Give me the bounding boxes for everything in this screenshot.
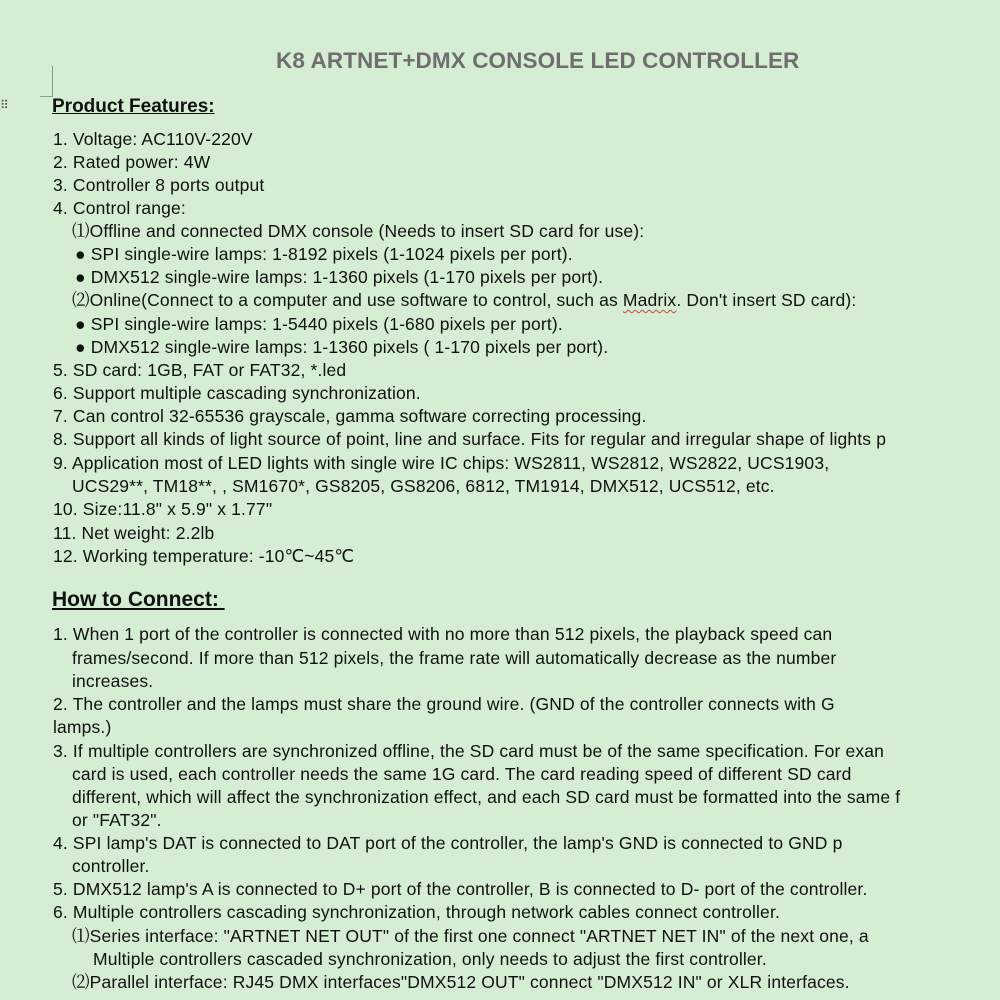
feature-line: 7. Can control 32-65536 grayscale, gamma software correcting processing.	[53, 406, 647, 426]
connect-line: ⑴Series interface: "ARTNET NET OUT" of the first one connect "ARTNET NET IN" of the next one, a	[72, 926, 869, 946]
feature-line-online	[72, 289, 856, 311]
feature-line: 6. Support multiple cascading synchronization.	[53, 383, 421, 403]
connect-line: increases.	[72, 671, 154, 691]
feature-line: 1. Voltage: AC110V-220V	[53, 129, 253, 149]
feature-line: 2. Rated power: 4W	[53, 152, 211, 172]
feature-line: 8. Support all kinds of light source of point, line and surface. Fits for regular and irregular shape of lights p	[53, 429, 887, 449]
connect-line: 3. If multiple controllers are synchronized offline, the SD card must be of the same specification. For exan	[53, 741, 884, 761]
feature-line: ⑴Offline and connected DMX console (Needs to insert SD card for use):	[72, 221, 645, 241]
connect-line: 2. The controller and the lamps must share the ground wire. (GND of the controller connects with G	[53, 694, 835, 714]
feature-line: 5. SD card: 1GB, FAT or FAT32, *.led	[53, 360, 347, 380]
connect-line: 6. Multiple controllers cascading synchronization, through network cables connect controller.	[53, 902, 780, 922]
online-text: ⑵Online(Connect to a computer and use software to control, such as	[72, 290, 623, 310]
madrix-text: Madrix	[622, 290, 677, 310]
connect-line: 5. DMX512 lamp's A is connected to D+ port of the controller, B is connected to D- port of the controller.	[53, 879, 868, 899]
feature-line: 4. Control range:	[53, 198, 186, 218]
feature-line: ● SPI single-wire lamps: 1-8192 pixels (1-1024 pixels per port).	[75, 244, 573, 264]
feature-line: ● DMX512 single-wire lamps: 1-1360 pixels ( 1-170 pixels per port).	[75, 337, 609, 357]
feature-line: 10. Size:11.8" x 5.9" x 1.77"	[53, 499, 273, 519]
connect-line: controller.	[72, 856, 150, 876]
connect-line: 1. When 1 port of the controller is connected with no more than 512 pixels, the playback speed can	[53, 624, 833, 644]
feature-line: 9. Application most of LED lights with single wire IC chips: WS2811, WS2812, WS2822, UCS1903,	[53, 453, 830, 473]
how-to-connect-heading: How to Connect:	[52, 588, 225, 611]
product-features-heading: Product Features:	[52, 96, 215, 117]
feature-line: ● SPI single-wire lamps: 1-5440 pixels (1-680 pixels per port).	[75, 314, 563, 334]
connect-line: ⑵Parallel interface: RJ45 DMX interfaces"DMX512 OUT" connect "DMX512 IN" or XLR interfaces.	[72, 972, 850, 992]
margin-corner-mark	[52, 66, 53, 96]
table-move-handle-icon[interactable]: ⠿	[0, 98, 9, 112]
connect-line: lamps.)	[53, 717, 112, 737]
feature-line: 11. Net weight: 2.2lb	[53, 523, 215, 543]
feature-line: 3. Controller 8 ports output	[53, 175, 265, 195]
feature-line: UCS29**, TM18**, , SM1670*, GS8205, GS8206, 6812, TM1914, DMX512, UCS512, etc.	[72, 476, 775, 496]
connect-line: Multiple controllers cascaded synchronization, only needs to adjust the first controller.	[93, 949, 767, 969]
connect-line: card is used, each controller needs the same 1G card. The card reading speed of different SD card	[72, 764, 852, 784]
connect-line: or "FAT32".	[72, 810, 162, 830]
online-tail-text: . Don't insert SD card):	[676, 290, 857, 310]
connect-line: different, which will affect the synchronization effect, and each SD card must be formatted into the same f	[72, 787, 901, 807]
document-title: K8 ARTNET+DMX CONSOLE LED CONTROLLER	[276, 48, 800, 73]
connect-line: frames/second. If more than 512 pixels, the frame rate will automatically decrease as the number	[72, 648, 837, 668]
connect-line: 4. SPI lamp's DAT is connected to DAT port of the controller, the lamp's GND is connected to GND p	[53, 833, 843, 853]
feature-line: 12. Working temperature: -10℃~45℃	[53, 546, 355, 566]
feature-line: ● DMX512 single-wire lamps: 1-1360 pixels (1-170 pixels per port).	[75, 267, 604, 287]
